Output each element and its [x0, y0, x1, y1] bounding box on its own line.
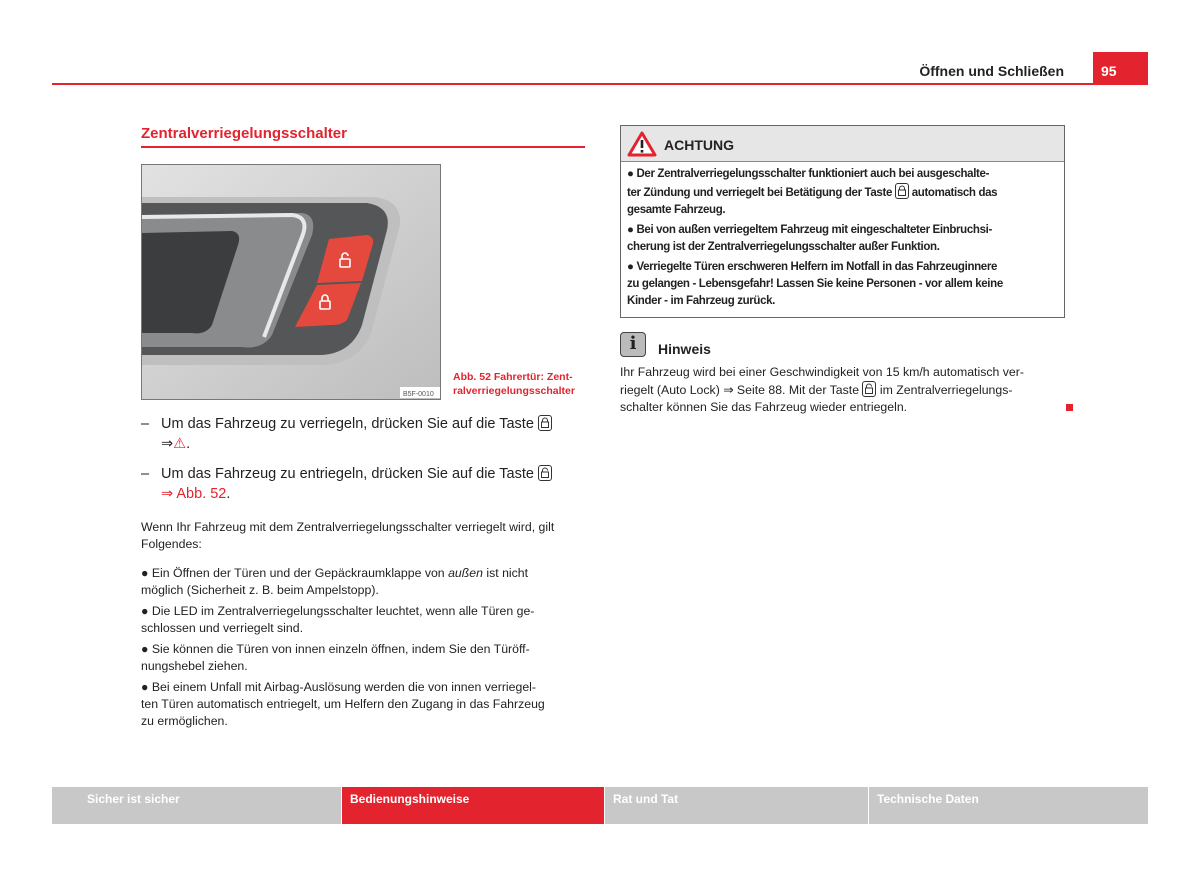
- text: möglich (Sicherheit z. B. beim Ampelstopp).: [141, 583, 379, 597]
- note-header: [620, 332, 1065, 357]
- text: ● Der Zentralverriegelungsschalter funktioniert auch bei ausgeschalte-: [627, 168, 990, 180]
- text: ● Die LED im Zentralverriegelungsschalter leuchtet, wenn alle Türen ge-: [141, 604, 535, 618]
- text-line: Folgendes:: [141, 537, 202, 551]
- list-item: [141, 603, 591, 637]
- info-icon: i: [620, 332, 646, 357]
- text: schalter können Sie das Fahrzeug wieder entriegeln.: [620, 400, 908, 414]
- section-title: Zentralverriegelungsschalter: [141, 125, 347, 142]
- warning-item: [627, 222, 1058, 256]
- text: nungshebel ziehen.: [141, 659, 248, 673]
- warning-header: [621, 126, 1064, 162]
- unlock-key-icon: [538, 465, 552, 481]
- figure-ref-link[interactable]: ⇒ Abb. 52: [161, 486, 227, 502]
- door-switch-illustration: [142, 165, 441, 400]
- list-item: [141, 641, 591, 675]
- text: ter Zündung und verriegelt bei Betätigung der Taste: [627, 187, 892, 199]
- ref-arrow: ⇒: [161, 436, 174, 452]
- text: Kinder - im Fahrzeug zurück.: [627, 295, 776, 307]
- warning-item: [627, 166, 1058, 219]
- left-column: [141, 125, 591, 734]
- text: im Zentralverriegelungs-: [879, 383, 1013, 397]
- note-body: [620, 364, 1065, 416]
- footer-tab-rat-und-tat[interactable]: Rat und Tat: [605, 787, 868, 824]
- text: zu ermöglichen.: [141, 714, 228, 728]
- text: ten Türen automatisch entriegelt, um Helfern den Zugang in das Fahrzeug: [141, 697, 545, 711]
- lock-key-icon: [538, 415, 552, 431]
- punct: .: [186, 436, 191, 452]
- list-item: [141, 565, 591, 599]
- chapter-title: Öffnen und Schließen: [919, 63, 1064, 79]
- punct: .: [226, 486, 231, 502]
- bullet-list: [141, 565, 591, 730]
- page-number: 95: [1093, 52, 1148, 84]
- section-rule: [141, 146, 585, 148]
- warning-triangle-icon: [627, 131, 657, 157]
- footer-tab-technische-daten[interactable]: Technische Daten: [869, 787, 1148, 824]
- text: ● Bei einem Unfall mit Airbag-Auslösung werden die von innen verriegel-: [141, 680, 536, 694]
- text: cherung ist der Zentralverriegelungsschalter außer Funktion.: [627, 241, 940, 253]
- section-end-marker: [1066, 404, 1073, 411]
- intro-paragraph: [141, 519, 591, 553]
- emphasis: außen: [448, 566, 483, 580]
- footer-tab-sicher[interactable]: Sicher ist sicher: [52, 787, 341, 824]
- figure-row: [141, 164, 591, 400]
- warning-ref-icon[interactable]: ⚠: [173, 436, 187, 452]
- footer-tab-bedienungshinweise[interactable]: Bedienungshinweise: [342, 787, 604, 824]
- caption-line: ralverriegelungsschalter: [453, 385, 575, 397]
- text: ● Sie können die Türen von innen einzeln öffnen, indem Sie den Türöff-: [141, 642, 530, 656]
- text: automatisch das: [911, 187, 998, 199]
- warning-item: [627, 259, 1058, 310]
- step-lock: [141, 414, 591, 454]
- step-dash: –: [141, 416, 150, 432]
- warning-title: ACHTUNG: [664, 137, 734, 153]
- step-dash: –: [141, 466, 150, 482]
- figure-caption: [453, 370, 575, 398]
- step-unlock: [141, 464, 591, 504]
- caption-line: Abb. 52 Fahrertür: Zent-: [453, 371, 573, 383]
- text: zu gelangen - Lebensgefahr! Lassen Sie keine Personen - vor allem keine: [627, 278, 1003, 290]
- text-line: Wenn Ihr Fahrzeug mit dem Zentralverriegelungsschalter verriegelt wird, gilt: [141, 520, 555, 534]
- header-rule: [52, 83, 1148, 85]
- list-item: [141, 679, 591, 730]
- figure-code: B5F-0010: [403, 391, 434, 398]
- step-text: Um das Fahrzeug zu entriegeln, drücken Sie auf die Taste: [161, 466, 534, 482]
- right-column: [620, 125, 1065, 416]
- text: ● Verriegelte Türen erschweren Helfern im Notfall in das Fahrzeuginnere: [627, 261, 998, 273]
- text: schlossen und verriegelt sind.: [141, 621, 303, 635]
- text: ist nicht: [482, 566, 529, 580]
- text: Ihr Fahrzeug wird bei einer Geschwindigkeit von 15 km/h automatisch ver-: [620, 365, 1024, 379]
- unlock-key-icon: [862, 381, 876, 397]
- text: ● Ein Öffnen der Türen und der Gepäckraumklappe von: [141, 566, 449, 580]
- warning-box: [620, 125, 1065, 318]
- warning-body: [621, 162, 1064, 317]
- lock-key-icon: [895, 183, 909, 199]
- text: riegelt (Auto Lock) ⇒ Seite 88. Mit der Taste: [620, 383, 860, 397]
- text: ● Bei von außen verriegeltem Fahrzeug mit eingeschalteter Einbruchsi-: [627, 224, 992, 236]
- step-text: Um das Fahrzeug zu verriegeln, drücken Sie auf die Taste: [161, 416, 534, 432]
- door-handle-figure: [141, 164, 441, 400]
- note-title: Hinweis: [658, 341, 711, 357]
- text: gesamte Fahrzeug.: [627, 204, 726, 216]
